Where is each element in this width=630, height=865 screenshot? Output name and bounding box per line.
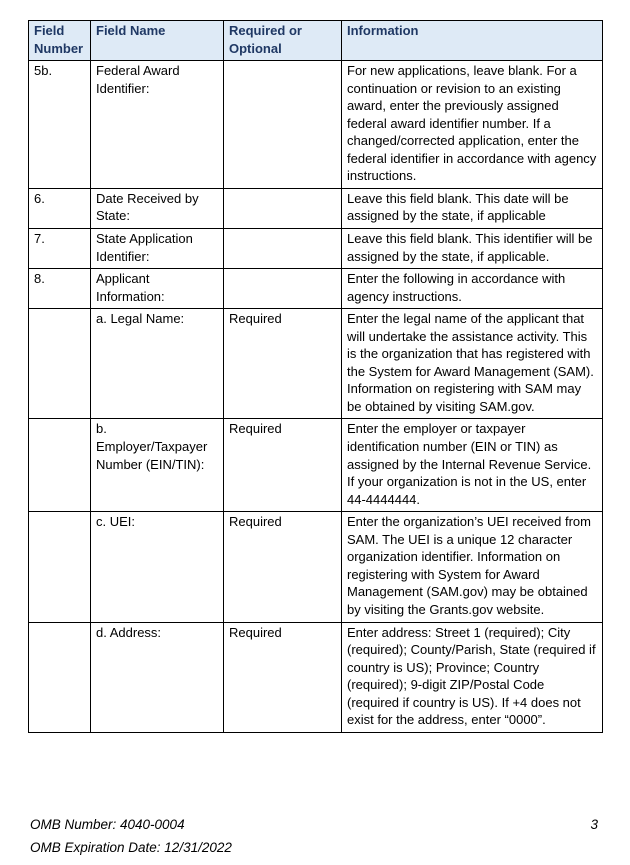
header-field-name: Field Name <box>91 21 224 61</box>
table-row <box>29 309 603 419</box>
cell-field-number <box>29 419 91 512</box>
header-field-number: Field Number <box>29 21 91 61</box>
cell-field-name: c. UEI: <box>91 512 224 622</box>
cell-field-name: b. Employer/Taxpayer Number (EIN/TIN): <box>91 419 224 512</box>
table-row <box>29 512 603 622</box>
cell-field-name: Date Received by State: <box>91 188 224 228</box>
cell-information: Leave this field blank. This identifier will be assigned by the state, if applicable. <box>342 229 603 269</box>
cell-information: Enter the legal name of the applicant that will undertake the assistance activity. This is the organization that has registered with the System for Award Management (SAM). Information on registering with SAM may be obtained by visiting SAM.gov. <box>342 309 603 419</box>
cell-field-name: Applicant Information: <box>91 269 224 309</box>
omb-expiration-date: OMB Expiration Date: 12/31/2022 <box>30 839 232 855</box>
cell-information: Enter the following in accordance with agency instructions. <box>342 269 603 309</box>
cell-required <box>224 269 342 309</box>
cell-field-number <box>29 622 91 732</box>
cell-field-name: a. Legal Name: <box>91 309 224 419</box>
cell-field-number: 5b. <box>29 61 91 189</box>
cell-field-number <box>29 309 91 419</box>
table-row <box>29 622 603 732</box>
page-footer <box>30 814 602 860</box>
cell-field-number: 8. <box>29 269 91 309</box>
cell-information: Leave this field blank. This date will be assigned by the state, if applicable <box>342 188 603 228</box>
cell-required <box>224 229 342 269</box>
cell-information: Enter the employer or taxpayer identification number (EIN or TIN) as assigned by the Internal Revenue Service. If your organization is not in the US, enter 44-4444444. <box>342 419 603 512</box>
table-row <box>29 269 603 309</box>
cell-field-number <box>29 512 91 622</box>
cell-field-name: d. Address: <box>91 622 224 732</box>
cell-information: Enter address: Street 1 (required); City (required); County/Parish, State (required if country is US); Province; Country (required); 9-digit ZIP/Postal Code (required if country is US). If +4 does not exist for the address, enter “0000”. <box>342 622 603 732</box>
page-number: 3 <box>590 817 598 832</box>
cell-required: Required <box>224 309 342 419</box>
header-required-optional: Required or Optional <box>224 21 342 61</box>
cell-required: Required <box>224 419 342 512</box>
cell-required <box>224 61 342 189</box>
cell-field-number: 7. <box>29 229 91 269</box>
table-header-row <box>29 21 603 61</box>
cell-field-number: 6. <box>29 188 91 228</box>
table-row <box>29 61 603 189</box>
cell-information: For new applications, leave blank. For a continuation or revision to an existing award, enter the previously assigned federal award identifier number. If a changed/corrected application, enter the federal identifier in accordance with agency instructions. <box>342 61 603 189</box>
cell-field-name: Federal Award Identifier: <box>91 61 224 189</box>
header-information: Information <box>342 21 603 61</box>
cell-required: Required <box>224 512 342 622</box>
omb-number: OMB Number: 4040-0004 <box>30 817 185 832</box>
cell-required <box>224 188 342 228</box>
field-instructions-table <box>28 20 603 733</box>
table-row <box>29 229 603 269</box>
table-row <box>29 188 603 228</box>
cell-required: Required <box>224 622 342 732</box>
cell-information: Enter the organization’s UEI received from SAM. The UEI is a unique 12 character organization identifier. Information on registering with System for Award Management (SAM.gov) may be obtained by visiting the Grants.gov website. <box>342 512 603 622</box>
table-row <box>29 419 603 512</box>
cell-field-name: State Application Identifier: <box>91 229 224 269</box>
